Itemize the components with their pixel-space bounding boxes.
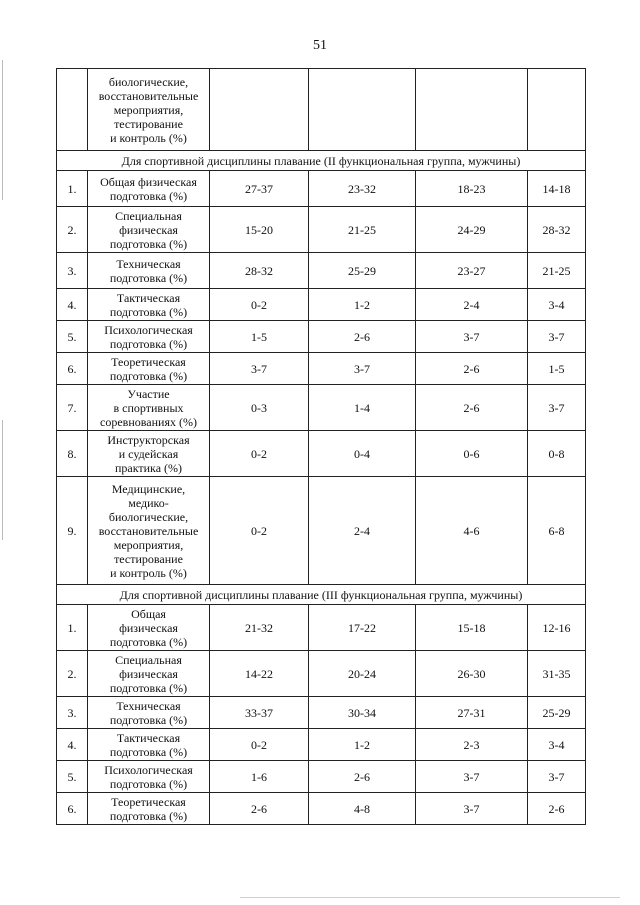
table-row bbox=[57, 385, 586, 431]
row-number: 6. bbox=[57, 353, 88, 385]
table-row bbox=[57, 477, 586, 585]
value-cell: 20-24 bbox=[309, 651, 416, 697]
table-row bbox=[57, 761, 586, 793]
value-cell: 23-32 bbox=[309, 171, 416, 207]
value-cell: 15-18 bbox=[416, 605, 528, 651]
value-cell: 2-6 bbox=[416, 353, 528, 385]
value-cell: 3-4 bbox=[528, 729, 586, 761]
value-cell: 3-7 bbox=[528, 321, 586, 353]
table-row-continued bbox=[57, 69, 586, 151]
value-cell: 15-20 bbox=[210, 207, 309, 253]
row-name: Теоретическая подготовка (%) bbox=[88, 353, 210, 385]
section-header-row bbox=[57, 585, 586, 605]
value-cell: 1-5 bbox=[210, 321, 309, 353]
value-cell: 24-29 bbox=[416, 207, 528, 253]
row-name: Участие в спортивных соревнованиях (%) bbox=[88, 385, 210, 431]
value-cell: 2-6 bbox=[416, 385, 528, 431]
value-cell: 1-5 bbox=[528, 353, 586, 385]
row-number: 3. bbox=[57, 253, 88, 289]
row-name: Техническая подготовка (%) bbox=[88, 253, 210, 289]
table-row bbox=[57, 353, 586, 385]
value-cell: 12-16 bbox=[528, 605, 586, 651]
row-number: 1. bbox=[57, 171, 88, 207]
table-row bbox=[57, 253, 586, 289]
row-name: Общая физическая подготовка (%) bbox=[88, 605, 210, 651]
scan-edge-mark bbox=[2, 420, 3, 540]
value-cell: 2-6 bbox=[528, 793, 586, 825]
row-name: Тактическая подготовка (%) bbox=[88, 729, 210, 761]
value-cell: 23-27 bbox=[416, 253, 528, 289]
value-cell: 3-4 bbox=[528, 289, 586, 321]
row-name: Психологическая подготовка (%) bbox=[88, 321, 210, 353]
value-cell bbox=[416, 69, 528, 151]
value-cell: 0-2 bbox=[210, 729, 309, 761]
value-cell: 21-32 bbox=[210, 605, 309, 651]
page-number: 51 bbox=[313, 38, 327, 53]
value-cell: 1-2 bbox=[309, 289, 416, 321]
row-name: Специальная физическая подготовка (%) bbox=[88, 651, 210, 697]
value-cell: 27-31 bbox=[416, 697, 528, 729]
row-number: 4. bbox=[57, 289, 88, 321]
value-cell: 6-8 bbox=[528, 477, 586, 585]
row-number: 8. bbox=[57, 431, 88, 477]
value-cell: 26-30 bbox=[416, 651, 528, 697]
value-cell: 4-8 bbox=[309, 793, 416, 825]
table-row bbox=[57, 793, 586, 825]
row-number: 5. bbox=[57, 321, 88, 353]
training-plan-table bbox=[56, 68, 586, 825]
row-number: 6. bbox=[57, 793, 88, 825]
value-cell: 18-23 bbox=[416, 171, 528, 207]
value-cell: 14-22 bbox=[210, 651, 309, 697]
value-cell: 0-2 bbox=[210, 289, 309, 321]
table-row bbox=[57, 207, 586, 253]
value-cell: 27-37 bbox=[210, 171, 309, 207]
value-cell: 3-7 bbox=[309, 353, 416, 385]
row-name: Общая физическая подготовка (%) bbox=[88, 171, 210, 207]
scan-edge-mark bbox=[2, 60, 3, 200]
value-cell: 1-4 bbox=[309, 385, 416, 431]
row-number: 9. bbox=[57, 477, 88, 585]
value-cell: 25-29 bbox=[528, 697, 586, 729]
value-cell: 2-6 bbox=[309, 761, 416, 793]
table-body bbox=[57, 69, 586, 825]
row-number: 3. bbox=[57, 697, 88, 729]
row-name: Инструкторская и судейская практика (%) bbox=[88, 431, 210, 477]
value-cell: 2-4 bbox=[416, 289, 528, 321]
value-cell: 3-7 bbox=[528, 761, 586, 793]
row-number: 4. bbox=[57, 729, 88, 761]
section-title: Для спортивной дисциплины плавание (II функциональная группа, мужчины) bbox=[57, 151, 586, 171]
value-cell: 3-7 bbox=[416, 793, 528, 825]
row-number: 1. bbox=[57, 605, 88, 651]
table-row bbox=[57, 171, 586, 207]
value-cell: 1-6 bbox=[210, 761, 309, 793]
value-cell bbox=[528, 69, 586, 151]
value-cell: 2-4 bbox=[309, 477, 416, 585]
value-cell: 17-22 bbox=[309, 605, 416, 651]
value-cell: 3-7 bbox=[528, 385, 586, 431]
section-title: Для спортивной дисциплины плавание (III функциональная группа, мужчины) bbox=[57, 585, 586, 605]
row-name: Специальная физическая подготовка (%) bbox=[88, 207, 210, 253]
value-cell: 3-7 bbox=[416, 321, 528, 353]
value-cell: 1-2 bbox=[309, 729, 416, 761]
table-row bbox=[57, 289, 586, 321]
value-cell: 28-32 bbox=[210, 253, 309, 289]
row-number: 5. bbox=[57, 761, 88, 793]
value-cell bbox=[210, 69, 309, 151]
value-cell: 3-7 bbox=[416, 761, 528, 793]
value-cell: 21-25 bbox=[309, 207, 416, 253]
value-cell: 21-25 bbox=[528, 253, 586, 289]
section-header-row bbox=[57, 151, 586, 171]
value-cell: 30-34 bbox=[309, 697, 416, 729]
value-cell: 0-2 bbox=[210, 431, 309, 477]
table-row bbox=[57, 321, 586, 353]
value-cell: 0-3 bbox=[210, 385, 309, 431]
value-cell: 14-18 bbox=[528, 171, 586, 207]
table-row bbox=[57, 605, 586, 651]
value-cell: 0-8 bbox=[528, 431, 586, 477]
value-cell: 4-6 bbox=[416, 477, 528, 585]
value-cell: 2-3 bbox=[416, 729, 528, 761]
row-name: Теоретическая подготовка (%) bbox=[88, 793, 210, 825]
value-cell: 2-6 bbox=[309, 321, 416, 353]
row-name: Психологическая подготовка (%) bbox=[88, 761, 210, 793]
table-row bbox=[57, 729, 586, 761]
value-cell: 0-6 bbox=[416, 431, 528, 477]
row-number: 7. bbox=[57, 385, 88, 431]
value-cell bbox=[309, 69, 416, 151]
value-cell: 31-35 bbox=[528, 651, 586, 697]
row-name: Техническая подготовка (%) bbox=[88, 697, 210, 729]
row-name-cell: биологические, восстановительные мероприятия, тестирование и контроль (%) bbox=[88, 69, 210, 151]
table-row bbox=[57, 431, 586, 477]
value-cell: 0-2 bbox=[210, 477, 309, 585]
value-cell: 2-6 bbox=[210, 793, 309, 825]
value-cell: 33-37 bbox=[210, 697, 309, 729]
value-cell: 3-7 bbox=[210, 353, 309, 385]
value-cell: 28-32 bbox=[528, 207, 586, 253]
row-number: 2. bbox=[57, 651, 88, 697]
row-name: Тактическая подготовка (%) bbox=[88, 289, 210, 321]
value-cell: 0-4 bbox=[309, 431, 416, 477]
row-name: Медицинские, медико- биологические, восстановительные мероприятия, тестирование и контроль (%) bbox=[88, 477, 210, 585]
scan-bottom-rule bbox=[240, 897, 620, 898]
value-cell: 25-29 bbox=[309, 253, 416, 289]
table-row bbox=[57, 651, 586, 697]
row-number: 2. bbox=[57, 207, 88, 253]
table-row bbox=[57, 697, 586, 729]
row-number-cell bbox=[57, 69, 88, 151]
